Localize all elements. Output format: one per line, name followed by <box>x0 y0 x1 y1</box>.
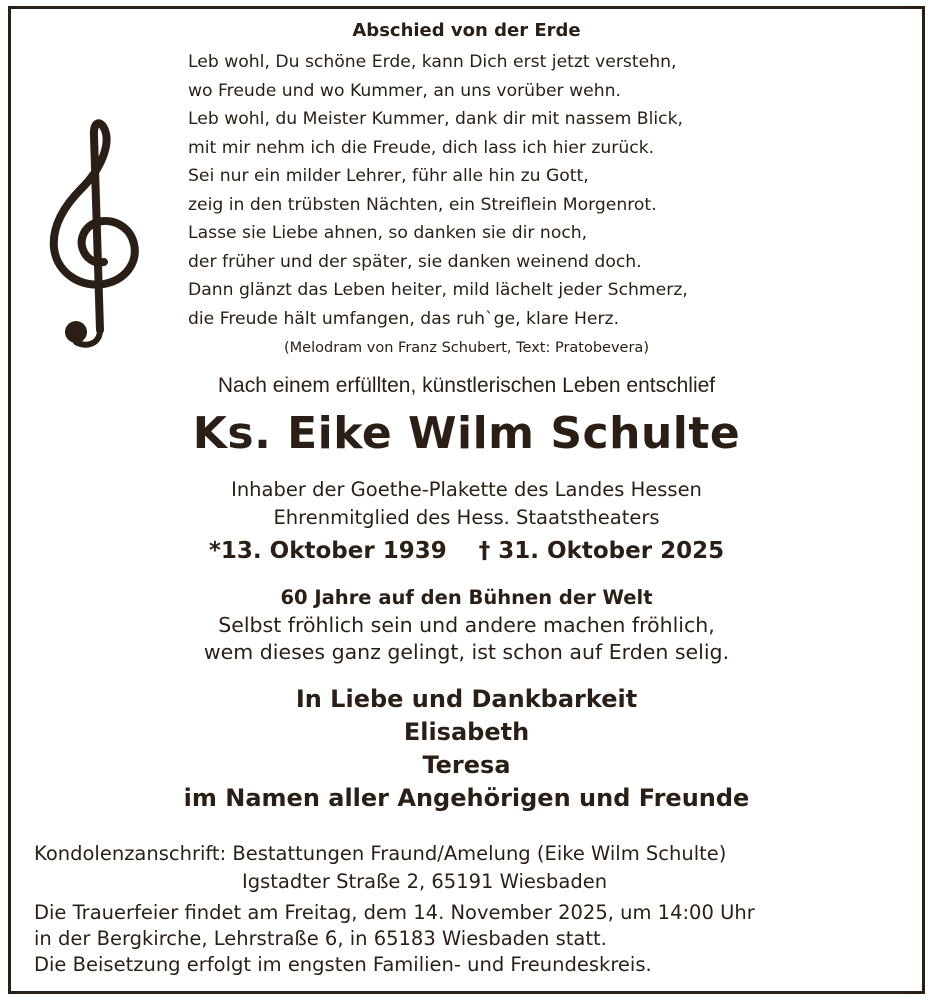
family-line: Teresa <box>422 751 511 779</box>
motto-line: wem dieses ganz gelingt, ist schon auf Erden selig. <box>203 640 730 664</box>
poem-line: wo Freude und wo Kummer, an uns vorüber wehn. <box>188 80 621 101</box>
deceased-name: Ks. Eike Wilm Schulte <box>192 408 741 459</box>
poem-title: Abschied von der Erde <box>352 20 581 41</box>
birth-date: *13. Oktober 1939 <box>208 538 447 564</box>
family-line: Elisabeth <box>403 718 530 746</box>
poem-line: zeig in den trübsten Nächten, ein Streiflein Morgenrot. <box>188 194 657 215</box>
honors <box>0 476 933 532</box>
family-line: In Liebe und Dankbarkeit <box>295 685 638 713</box>
poem-line: der früher und der später, sie danken weinend doch. <box>188 251 642 272</box>
poem-line: die Freude hält umfangen, das ruh`ge, klare Herz. <box>188 308 620 329</box>
honor-line: Inhaber der Goethe-Plakette des Landes Hessen <box>231 478 702 501</box>
motto-title: 60 Jahre auf den Bühnen der Welt <box>280 586 653 609</box>
poem-line: Leb wohl, Du schöne Erde, kann Dich erst jetzt verstehn, <box>188 52 677 72</box>
family-line: im Namen aller Angehörigen und Freunde <box>183 784 750 812</box>
motto <box>0 612 933 666</box>
condolence-line: Kondolenzanschrift: Bestattungen Fraund/Amelung (Eike Wilm Schulte) <box>34 842 727 865</box>
death-date: † 31. Oktober 2025 <box>478 538 725 564</box>
poem-credit: (Melodram von Franz Schubert, Text: Pratobevera) <box>284 340 649 356</box>
poem-line: Sei nur ein milder Lehrer, führ alle hin zu Gott, <box>188 166 589 186</box>
poem-body <box>188 48 688 333</box>
family-signature <box>0 683 933 815</box>
intro-text: Nach einem erfüllten, künstlerischen Leben entschlief <box>217 374 716 397</box>
ceremony-line: Die Beisetzung erfolgt im engsten Familien- und Freundeskreis. <box>34 953 652 976</box>
poem-line: mit mir nehm ich die Freude, dich lass ich hier zurück. <box>188 137 655 158</box>
ceremony-line: in der Bergkirche, Lehrstraße 6, in 65183 Wiesbaden statt. <box>34 927 607 950</box>
honor-line: Ehrenmitglied des Hess. Staatstheaters <box>273 506 660 529</box>
poem-line: Dann glänzt das Leben heiter, mild lächelt jeder Schmerz, <box>188 280 688 300</box>
life-dates <box>0 538 933 564</box>
treble-clef-icon <box>48 118 148 348</box>
condolence-address <box>34 840 726 896</box>
poem-line: Lasse sie Liebe ahnen, so danken sie dir noch, <box>188 223 588 243</box>
motto-line: Selbst fröhlich sein und andere machen fröhlich, <box>218 613 715 637</box>
ceremony-info <box>34 900 755 978</box>
ceremony-line: Die Trauerfeier findet am Freitag, dem 14. November 2025, um 14:00 Uhr <box>34 901 755 924</box>
street-address: Igstadter Straße 2, 65191 Wiesbaden <box>242 870 608 893</box>
poem-line: Leb wohl, du Meister Kummer, dank dir mit nassem Blick, <box>188 109 684 129</box>
